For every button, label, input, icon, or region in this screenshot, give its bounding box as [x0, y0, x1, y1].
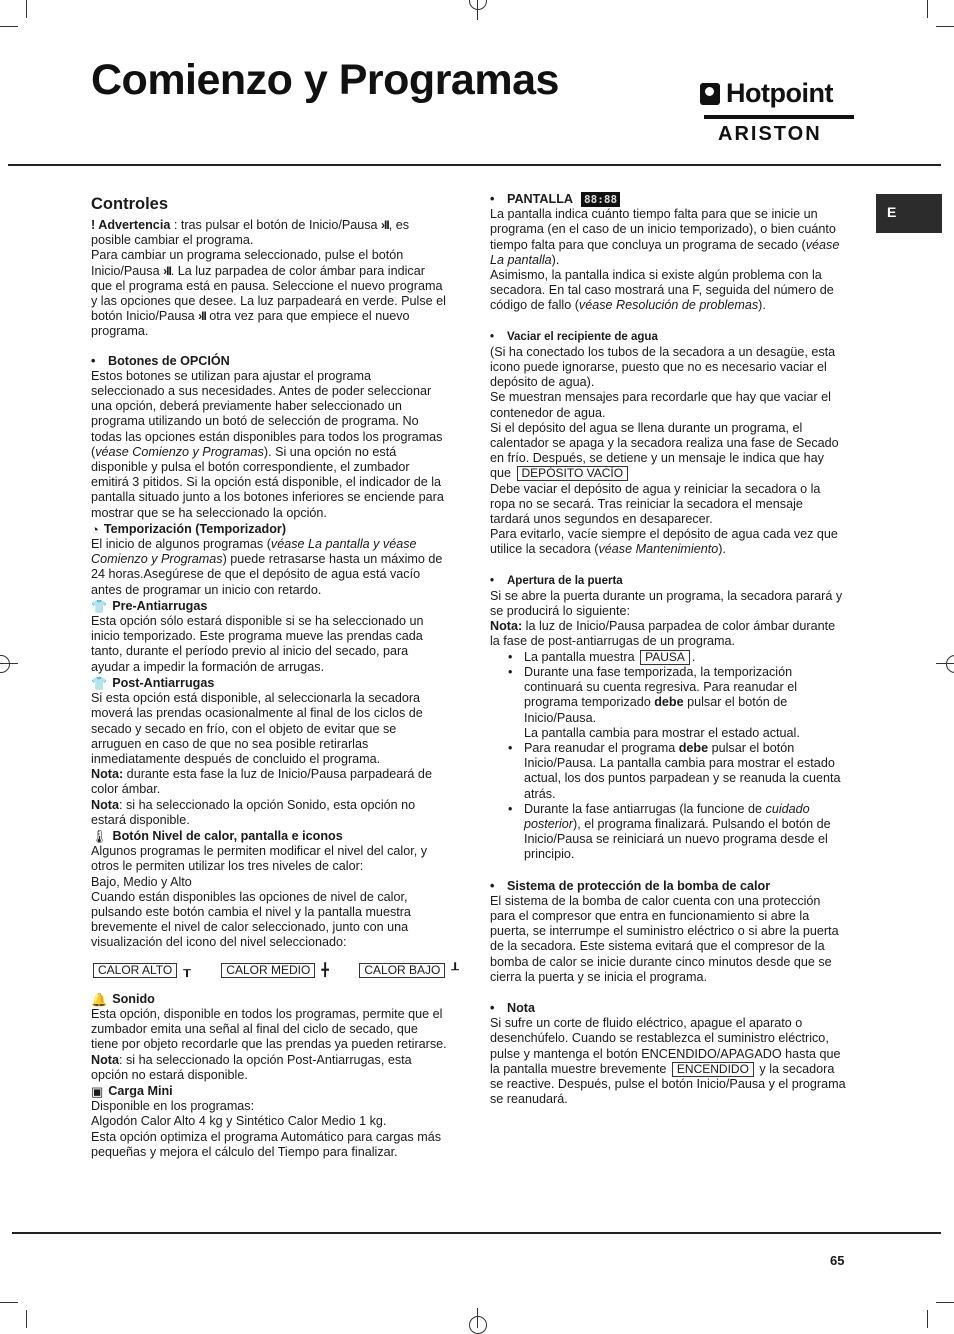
water-ref: véase Mantenimiento [598, 542, 719, 557]
language-tab [876, 194, 942, 233]
display-ref-1: véase La pantalla [490, 237, 840, 267]
right-column [490, 192, 846, 1107]
heat-paragraph-1: Algunos programas le permiten modificar el nivel del calor, y otros le permiten utilizar los tres niveles de calor: [91, 844, 427, 874]
warning-text-end: , es posible cambiar el programa. [91, 218, 410, 248]
warning-label: ! Advertencia [91, 218, 171, 232]
list-item: • La pantalla muestra PAUSA . [524, 650, 846, 665]
pre-heading-text: Pre-Antiarrugas [112, 598, 208, 613]
display-paragraph-1 [490, 207, 846, 268]
on-label: ENCENDIDO [672, 1062, 754, 1077]
heat-paragraph-3: Cuando están disponibles las opciones de nivel de calor, pulsando este botón cambia el nivel y la pantalla muestra brevemente el nivel de calor seleccionado, junto con una visualización del icono del nivel seleccionado: [91, 889, 411, 950]
post-antiwrinkle-heading [91, 676, 447, 691]
timer-ref: véase La pantalla y véase Comienzo y Programas [91, 537, 417, 567]
crop-mark [0, 26, 18, 27]
change-program-paragraph [91, 248, 447, 339]
play-pause-icon: ›II [198, 309, 206, 324]
crop-mark [26, 1310, 27, 1328]
heat-high-icon: ┰ [183, 962, 191, 977]
post-heading-text: Post-Antiarrugas [112, 675, 215, 690]
change-text-2: . La luz parpadea de color ámbar para indicar que el programa está en pausa. Seleccione el nuevo programa y las opciones que desee. La luz parpadeará en verde. Pulse el botón Inicio/Pausa [91, 263, 446, 324]
note-text: : si ha seleccionado la opción Sonido, esta opción no estará disponible. [91, 797, 416, 827]
list-item [524, 802, 846, 863]
note-label: Nota [91, 1052, 119, 1067]
registration-mark [469, 1316, 487, 1334]
pre-antiwrinkle-paragraph: Esta opción sólo estará disponible si se ha seleccionado un inicio temporizado. Este programa mueve las prendas cada tanto, durante el período previo al inicio del secado, para ayudar a impedir la formación de arrugas. [91, 614, 424, 674]
warning-paragraph [91, 218, 447, 248]
note-label: Nota: [490, 619, 523, 634]
door-li2-text-b: pulsar el botón de Inicio/Pausa. [524, 695, 788, 725]
door-heading: • Apertura de la puerta [490, 574, 623, 587]
timer-heading-text: Temporización (Temporizador) [103, 521, 287, 536]
post-note-2 [91, 798, 447, 828]
sound-heading-text: Sonido [112, 991, 155, 1006]
water-text-5: Para evitarlo, vacíe siempre el depósito de agua cada vez que utilice la secadora ( [490, 527, 838, 557]
heat-low-label: CALOR BAJO [359, 963, 445, 978]
options-heading: • Botones de OPCIÓN [91, 353, 230, 368]
display-heading: • PANTALLA 88:88 [490, 192, 846, 207]
water-heading: • Vaciar el recipiente de agua [490, 330, 658, 343]
brand-name: Hotpoint [726, 78, 833, 108]
options-ref: véase Comienzo y Programas [95, 444, 264, 459]
post-antiwrinkle-paragraph: Si esta opción está disponible, al seleccionarla la secadora moverá las prendas ocasionalmente al final de los ciclos de secado y secado en frío, con el objeto de evitar que se arruguen en caso de que no sea posible retirarlas inmediatamente después de concluido el programa. [91, 691, 423, 766]
timer-text-2: ) puede retrasarse hasta un máximo de 24 horas.Asegúrese de que el depósito de agua está vacío antes de programar un inicio con retardo. [91, 552, 443, 597]
display-text-2b: ). [758, 298, 766, 313]
display-ref-2: véase Resolución de problemas [578, 298, 759, 313]
door-li4-text-b: ), el programa finalizará. Pulsando el botón de Inicio/Pausa se reiniciará un nuevo programa desde el principio. [524, 816, 831, 862]
heat-level-heading [91, 829, 447, 844]
door-li4-text: Durante la fase antiarrugas (la funcione de [524, 801, 766, 816]
brand-logo [700, 78, 860, 146]
note-label: Nota [91, 797, 119, 812]
door-li3-bold: debe [678, 740, 709, 755]
heat-medium-icon: ╋ [321, 962, 329, 977]
lcd-display-icon: 88:88 [581, 192, 620, 207]
bell-icon: 🔔 [91, 991, 108, 1007]
sound-paragraph: Esta opción, disponible en todos los programas, permite que el zumbador emita una señal al final del ciclo de secado, que tiene por objeto recordarle que las prendas ya pueden retirarse. [91, 1006, 447, 1052]
note-text: la luz de Inicio/Pausa parpadea de color ámbar durante la fase de post-antiarrugas de un programa. [490, 619, 836, 649]
crop-mark [0, 1302, 18, 1303]
door-heading-text: Apertura de la puerta [507, 574, 623, 587]
heat-high-indicator [91, 963, 191, 978]
crop-mark [26, 0, 27, 18]
display-text-2: Asimismo, la pantalla indica si existe algún problema con la secadora. En tal caso mostrará una F, seguida del número de código de fallo ( [490, 268, 834, 313]
brand-sub: ARISTON [718, 123, 822, 145]
registration-mark [469, 0, 487, 10]
sound-heading [91, 992, 447, 1007]
heat-level-row [91, 963, 459, 978]
left-column [91, 194, 459, 1160]
change-text-1: Para cambiar un programa seleccionado, pulse el botón Inicio/Pausa [91, 248, 404, 278]
door-li3-text-b: pulsar el botón Inicio/Pausa. La pantalla cambia para mostrar el estado actual, los dos puntos parpadean y se reanuda la cuenta atrás. [524, 740, 841, 801]
display-text-1: La pantalla indica cuánto tiempo falta para que se inicie un programa (en el caso de un inicio temporizado), o bien cuánto tiempo falta para que concluya un programa de secado ( [490, 207, 836, 252]
water-heading-text: Vaciar el recipiente de agua [507, 330, 658, 343]
change-text-3: otra vez para que empiece el nuevo programa. [91, 309, 410, 339]
mini-paragraph-1: Disponible en los programas: [91, 1099, 255, 1114]
note-text-2: y la secadora se reactive. Después, pulse el botón Inicio/Pausa y el programa se reanudará. [490, 1061, 846, 1107]
page-title: Comienzo y Programas [91, 56, 559, 104]
heat-medium-indicator [219, 963, 329, 978]
water-text-3: Si el depósito del agua se llena durante un programa, el calentador se apaga y la secadora realiza una fase de Secado en frío. Después, se detiene y un mensaje le indica que hay que [490, 420, 839, 481]
heat-low-icon: ┸ [451, 962, 459, 977]
note-heading: • Nota [490, 1000, 535, 1015]
water-paragraph-5 [490, 527, 846, 557]
heat-paragraph-2: Bajo, Medio y Alto [91, 874, 192, 889]
mini-paragraph-2: Algodón Calor Alto 4 kg y Sintético Calor Medio 1 kg. [91, 1114, 387, 1129]
post-note-1 [91, 767, 447, 797]
options-paragraph [91, 369, 447, 521]
crop-mark [936, 26, 954, 27]
door-li2-bold: debe [654, 695, 684, 710]
pre-antiwrinkle-heading [91, 599, 447, 614]
pump-heading-text: Sistema de protección de la bomba de calor [507, 878, 771, 893]
registration-mark [477, 1308, 478, 1328]
door-list [490, 650, 846, 863]
sound-note [91, 1053, 447, 1083]
door-li2-text-c: La pantalla cambia para mostrar el estado actual. [524, 725, 800, 740]
options-text-2: ). Si una opción no está disponible y pulsa el botón correspondiente, el zumbador emitirá 3 pitidos. Si la opción está disponible, el indicador de la pantalla situado junto a los botones inferiores se enciende para mostrar que se ha seleccionado la opción. [91, 444, 444, 520]
timer-paragraph [91, 537, 447, 598]
thermometer-icon: 🌡 [91, 828, 108, 844]
door-paragraph-1: Si se abre la puerta durante un programa, la secadora parará y se producirá lo siguiente: [490, 588, 843, 619]
pause-label: PAUSA [640, 650, 690, 665]
crop-mark [936, 1302, 954, 1303]
play-pause-icon: ›II [381, 218, 389, 232]
door-li1-text: La pantalla muestra [524, 649, 639, 664]
registration-mark [0, 655, 10, 673]
shirt-icon: 👕 [91, 598, 108, 614]
door-note [490, 619, 846, 649]
section-heading-controles: Controles [91, 195, 169, 213]
timer-icon: ◔ [91, 521, 99, 537]
note-paragraph [490, 1016, 846, 1107]
timer-text-1: El inicio de algunos programas ( [91, 537, 271, 552]
registration-mark [936, 663, 954, 664]
note-label: Nota: [91, 767, 124, 782]
heat-high-label: CALOR ALTO [93, 963, 177, 978]
hotpoint-logo-icon [700, 83, 720, 105]
note-text: durante esta fase la luz de Inicio/Pausa parpadeará de color ámbar. [91, 767, 432, 797]
header-rule [8, 164, 941, 166]
language-tab-label: E [887, 204, 897, 220]
door-li2-text: Durante una fase temporizada, la temporización continuará su cuenta regresiva. Para reanudar el programa temporizado [524, 664, 798, 710]
heat-heading-text: Botón Nivel de calor, pantalla e iconos [112, 828, 343, 843]
pump-paragraph: El sistema de la bomba de calor cuenta con una protección para el compresor que entra en funcionamiento si abre la puerta, se interrumpe el suministro eléctrico o si abre la puerta de la secadora. Este sistema evitará que el compresor de la bomba de calor se inicie durante cinco minutos desde que se cierra la puerta y se inicia el programa. [490, 893, 839, 984]
crop-mark [927, 0, 928, 18]
list-item [524, 665, 846, 741]
mini-paragraph-3: Esta opción optimiza el programa Automático para cargas más pequeñas y mejora el cálculo del Tiempo para finalizar. [91, 1129, 441, 1159]
water-paragraph-4: Debe vaciar el depósito de agua y reiniciar la secadora o la ropa no se secará. Tras reiniciar la secadora el mensaje tardará unos segundos en desaparecer. [490, 481, 821, 527]
mini-load-heading [91, 1084, 447, 1099]
registration-mark [946, 655, 954, 673]
options-text-1: Estos botones se utilizan para ajustar el programa seleccionado a sus necesidades. Antes de poder seleccionar una opción, deberá previamente haber seleccionado un programa utilizando un botó de selección de programa. No todas las opciones están disponibles para todos los programas ( [91, 368, 443, 459]
registration-mark [0, 663, 18, 664]
display-text-1b: ). [551, 252, 560, 267]
play-pause-icon: ›II [163, 263, 171, 278]
options-heading-text: Botones de OPCIÓN [108, 353, 230, 368]
heat-low-indicator [357, 963, 459, 978]
list-item [524, 741, 846, 802]
small-load-icon: ▣ [91, 1083, 104, 1099]
page-number: 65 [830, 1253, 845, 1268]
water-text-5b: ). [718, 542, 726, 557]
heat-medium-label: CALOR MEDIO [221, 963, 315, 978]
registration-mark [477, 0, 478, 20]
note-text: : si ha seleccionado la opción Post-Antiarrugas, esta opción no estará disponible. [91, 1052, 412, 1082]
water-paragraph-1: (Si ha conectado los tubos de la secadora a un desagüe, esta icono puede ignorarse, puesto que no es necesario vaciar el depósito de agua). [490, 344, 836, 390]
shirt-icon: 👕 [91, 675, 108, 691]
pump-heading: • Sistema de protección de la bomba de calor [490, 878, 771, 893]
warning-text: : tras pulsar el botón de Inicio/Pausa [170, 218, 382, 232]
logo-divider [704, 115, 854, 119]
water-paragraph-2: Se muestran mensajes para recordarle que hay que vaciar el contenedor de agua. [490, 390, 831, 420]
crop-mark [927, 1310, 928, 1328]
door-li3-text: Para reanudar el programa [524, 740, 679, 755]
note-text-1: Si sufre un corte de fluido eléctrico, apague el aparato o desenchúfelo. Cuando se restablezca el suministro eléctrico, pulse y mantenga el botón ENCENDIDO/APAGADO hasta que la pantalla muestre brevemente [490, 1016, 841, 1076]
note-heading-text: Nota [507, 1000, 535, 1015]
door-li4-italic: cuidado posterior [524, 801, 810, 831]
water-paragraph-3 [490, 421, 846, 482]
mini-heading-text: Carga Mini [108, 1083, 173, 1098]
display-paragraph-2 [490, 268, 846, 314]
timer-heading [91, 522, 447, 537]
footer-rule [12, 1232, 941, 1234]
display-heading-text: PANTALLA [507, 192, 573, 206]
empty-tank-label: DEPÓSITO VACÍO [517, 466, 629, 481]
